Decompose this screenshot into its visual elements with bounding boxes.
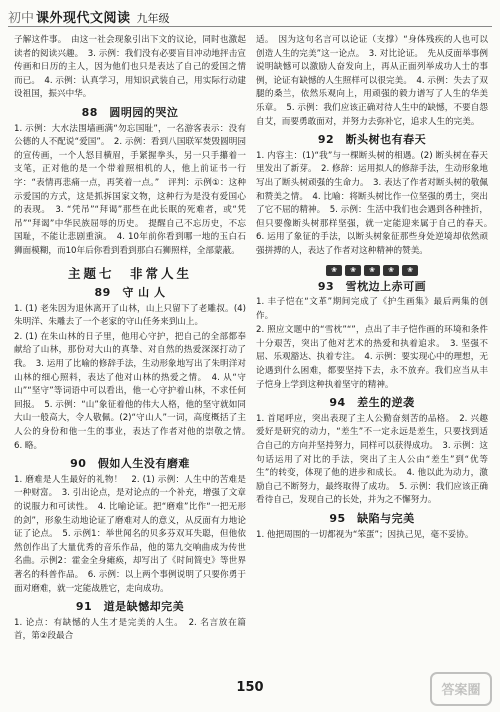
section-90-answer: 1. 磨难是人生最好的礼物！ 2. (1) 示例：人生中的苦难是一种财富。 3. 引出论点，是对论点的一个补充，增强了文章的说服力和可读性。 4. 比喻论证。把“磨难”比作“一把无形的剑”，形象生动地论证了磨难对人的意义，从反面有力地论证了论点。 5. 示例1：举世闻名的贝多芬双耳失聪，但他依然创作出了大量优秀的音乐作品，他的第九交响曲成为传世名曲。示例2：霍金全身瘫痪，却写出了《时间简史》等世界著名的科普作品。 6. 示例：以上两个事例说明了只要你勇于面对磨难，就一定能战胜它，走向成功。 [14, 474, 246, 594]
section-90-title: 90 假如人生没有磨难 [70, 457, 190, 471]
section-92-answer: 1. 内容主：(1)“我”与一棵断头树的相遇。(2) 断头树在春天里发出了新芽。 2. 修辞：运用拟人的修辞手法，生动形象地写出了断头树顽强的生命力。 3. 表达了作者对断头树的敬佩和赞美之情。 4. 比喻：将断头树比作一位坚强的勇士，突出了它不屈的精神。 5. 示例：生活中我们也会遇到各种挫折，但只要像断头树那样坚强，就一定能迎来属于自己的春天。 6. 运用了象征的手法，以断头树象征那些身处逆境却依然顽强拼搏的人，表达了作者对这种精神的赞美。 [256, 150, 497, 256]
series-logo: 初中 [8, 11, 35, 26]
section-93-title: 93 雪枕边上赤可画 [317, 279, 427, 293]
ornament-icon: ❀ [364, 265, 380, 276]
page-header [8, 6, 492, 27]
section-89-answer: 1. (1) 老朱因为退休离开了山林，山上只留下了老雕叔。(4) 朱明洋、朱雕去了一个老家的守山任务来到山上。 [14, 303, 246, 328]
ornament-icon: ❀ [402, 265, 418, 276]
section-95-answer: 1. 他把周围的一切都视为“笨蛋”；因执己见，毫不妥协。 [256, 529, 474, 540]
section-94-answer: 1. 首尾呼应，突出表现了主人公勤奋刻苦的品格。 2. 兴趣爱好是研究的动力，“差生”不一定永远是差生，只要找到适合自己的方向并坚持努力，同样可以获得成功。 3. 示例：这句话运用了对比的手法，突出了主人公由“差生”到“优等生”的转变，体现了他的进步和成长。 4. 他以此为动力，激励自己不断努力，最终取得了成功。 5. 示例：我们应该正确看待自己，发现自己的长处，并为之不懈努力。 [256, 413, 488, 506]
divider-ornament [256, 265, 488, 276]
series-title: 课外现代文阅读 [36, 11, 131, 26]
section-92-title: 92 断头树也有春天 [317, 133, 427, 147]
page-number: 150 [236, 680, 264, 695]
section-94-title: 94 差生的逆袭 [329, 396, 415, 410]
grade-label: 九年级 [136, 12, 170, 25]
section-88-title: 88 圆明园的哭泣 [81, 105, 179, 119]
ornament-icon: ❀ [326, 265, 342, 276]
section-91-answer: 1. 论点：有缺憾的人生才是完美的人生。 2. 名言放在篇首，第②段最合 [14, 617, 246, 642]
section-89-title: 89 守 山 人 [94, 286, 166, 300]
ornament-icon: ❀ [345, 265, 361, 276]
right-column [256, 34, 497, 674]
ornament-icon: ❀ [383, 265, 399, 276]
section-93-answer: 2. 照应文题中的“雪枕”“”，点出了丰子恺作画的环境和条件十分艰苦，突出了他对艺术的热爱和执着追求。 3. 坚强不屈、乐观豁达、执着专注。 4. 示例：要实现心中的理想，无论遇到什么困难，都要坚持下去，永不放弃。我们应当从丰子恺身上学到这种执着坚守的精神。 [256, 325, 488, 390]
section-89-answer: 2. (1) 在朱山林的日子里，他用心守护，把自己的全部都奉献给了山林，那份对大山的真挚、对自然的热爱深深打动了我。 3. 运用了比喻的修辞手法，生动形象地写出了朱明洋对山林的细心照料，表达了他对山林的热爱之情。 4. 从“守山”“坚守”等词语中可以看出，他一心守护着山林，不求任何回报。 5. 示例：“山”象征着他的伟大人格，他的坚守就如同大山一般高大，令人敬佩。(2)“守山人”一词，高度概括了主人公的身份和他一生的事业，表达了作者对他的崇敬之情。 6. 略。 [14, 331, 255, 451]
left-intro: 子解这件事。 由这一社会现象引出下文的议论，同时也激起读者的阅读兴趣。 3. 示例：我们没有必要盲目冲动地抨击宣传画和日历的主人，因为他们也只是表达了自己的爱国之情而已。 4. 示例：认真学习，用知识武装自己，用实际行动建设祖国，振兴中华。 [14, 35, 246, 100]
watermark-text: 答案圈 [441, 683, 481, 698]
right-intro: 适。 因为这句名言可以论证（支撑）“身体残疾的人也可以创造人生的完美”这一论点。 3. 对比论证。 先从反面举事例说明缺憾可以激励人奋发向上，再从正面列举成功人士的事例，论证有缺憾的人生照样可以很完美。 4. 示例：失去了双腿的桑兰，依然乐观向上，用顽强的毅力谱写了人生的华美乐章。 5. 示例：我们应该正确对待人生中的缺憾，不要自怨自艾，而要勇敢面对，并努力去弥补它，追求人生的完美。 [256, 35, 488, 127]
section-88-answer: 1. 示例：大水法围墙画满“勿忘国耻”，一名游客表示：没有公德的人不配说“爱国”。 2. 示例：看到八国联军焚毁圆明园的宣传画，一个人怒目横眉，手紧握拳头，另一只手攥着一支笔，正对他的是一个带着照相机的人，他上前证书一行字：“表情再悲痛一点，再笑着一点。” 评判：示例①：这种示爱国的方式，这是抓拆国家文物，这种行为是没有爱国心的表现。 3. “凭吊”“拜谒”那些在此长眠的死难者，或“凭吊”“拜谒”中华民族屈辱的历史。 提醒自己不忘历史，不忘国耻，不能让悲剧重演。 4. 10年前你看到哪一地的玉白石狮面模糊，而10年后你看到看到那白石狮照样，全部蒙蔽。 [14, 123, 246, 256]
left-column [14, 34, 255, 674]
section-91-title: 91 道是缺憾却完美 [75, 600, 185, 614]
watermark-logo [430, 672, 492, 706]
section-93-answer: 1. 丰子恺在“文革”期间完成了《护生画集》最后两集的创作。 [256, 297, 488, 321]
theme-title: 主题七 非常人生 [67, 265, 192, 281]
section-95-title: 95 缺陷与完美 [329, 512, 415, 525]
